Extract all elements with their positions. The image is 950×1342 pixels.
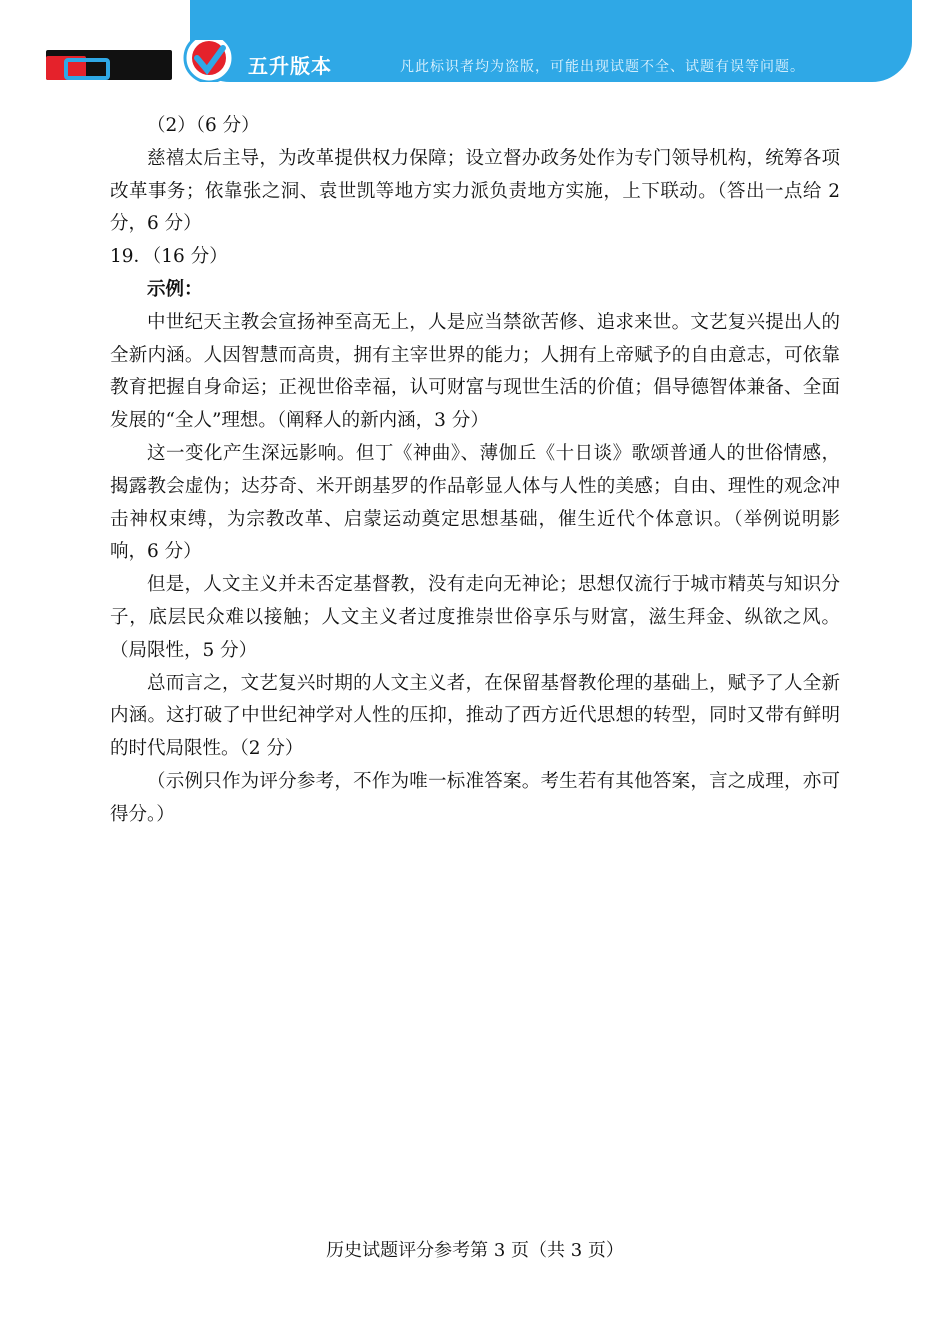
q18-part2-answer: 慈禧太后主导，为改革提供权力保障；设立督办政务处作为专门领导机构，统筹各项改革事务；依靠张之洞、袁世凯等地方实力派负责地方实施，上下联动。（答出一点给 2 分，6 分）	[110, 147, 840, 235]
publisher-logo-outline	[64, 58, 110, 80]
q19-paragraph-2: 这一变化产生深远影响。但丁《神曲》、薄伽丘《十日谈》歌颂普通人的世俗情感，揭露教会虚伪；达芬奇、米开朗基罗的作品彰显人体与人性的美感；自由、理性的观念冲击神权束缚，为宗教改革、启蒙运动奠定思想基础，催生近代个体意识。（举例说明影响，6 分）	[110, 442, 840, 563]
example-label: 示例：	[147, 278, 203, 300]
page-footer: 历史试题评分参考第 3 页（共 3 页）	[326, 1240, 624, 1261]
q19-paragraph-4: 总而言之，文艺复兴时期的人文主义者，在保留基督教伦理的基础上，赋予了人全新内涵。这打破了中世纪神学对人性的压抑，推动了西方近代思想的转型，同时又带有鲜明的时代局限性。（2 分）	[110, 672, 840, 760]
q18-part2-header: （2）（6 分）	[147, 115, 260, 136]
banner-notice-text: 凡此标识者均为盗版，可能出现试题不全、试题有误等问题。	[400, 59, 805, 75]
q19-header: 19．（16 分）	[110, 246, 228, 268]
q19-scoring-note: （示例只作为评分参考，不作为唯一标准答案。考生若有其他答案，言之成理，亦可得分。）	[110, 770, 840, 825]
banner-brand-text: 五升版本	[248, 54, 332, 78]
q19-paragraph-3: 但是，人文主义并未否定基督教，没有走向无神论；思想仅流行于城市精英与知识分子，底层民众难以接触；人文主义者过度推崇世俗享乐与财富，滋生拜金、纵欲之风。（局限性，5 分）	[110, 574, 840, 661]
answer-content	[110, 110, 840, 832]
check-badge-icon	[183, 40, 235, 82]
anti-piracy-banner	[0, 0, 950, 90]
q19-paragraph-1: 中世纪天主教会宣扬神至高无上，人是应当禁欲苦修、追求来世。文艺复兴提出人的全新内涵。人因智慧而高贵，拥有主宰世界的能力；人拥有上帝赋予的自由意志，可依靠教育把握自身命运；正视世俗幸福，认可财富与现世生活的价值；倡导德智体兼备、全面发展的“全人”理想。（阐释人的新内涵，3 分）	[110, 311, 840, 432]
